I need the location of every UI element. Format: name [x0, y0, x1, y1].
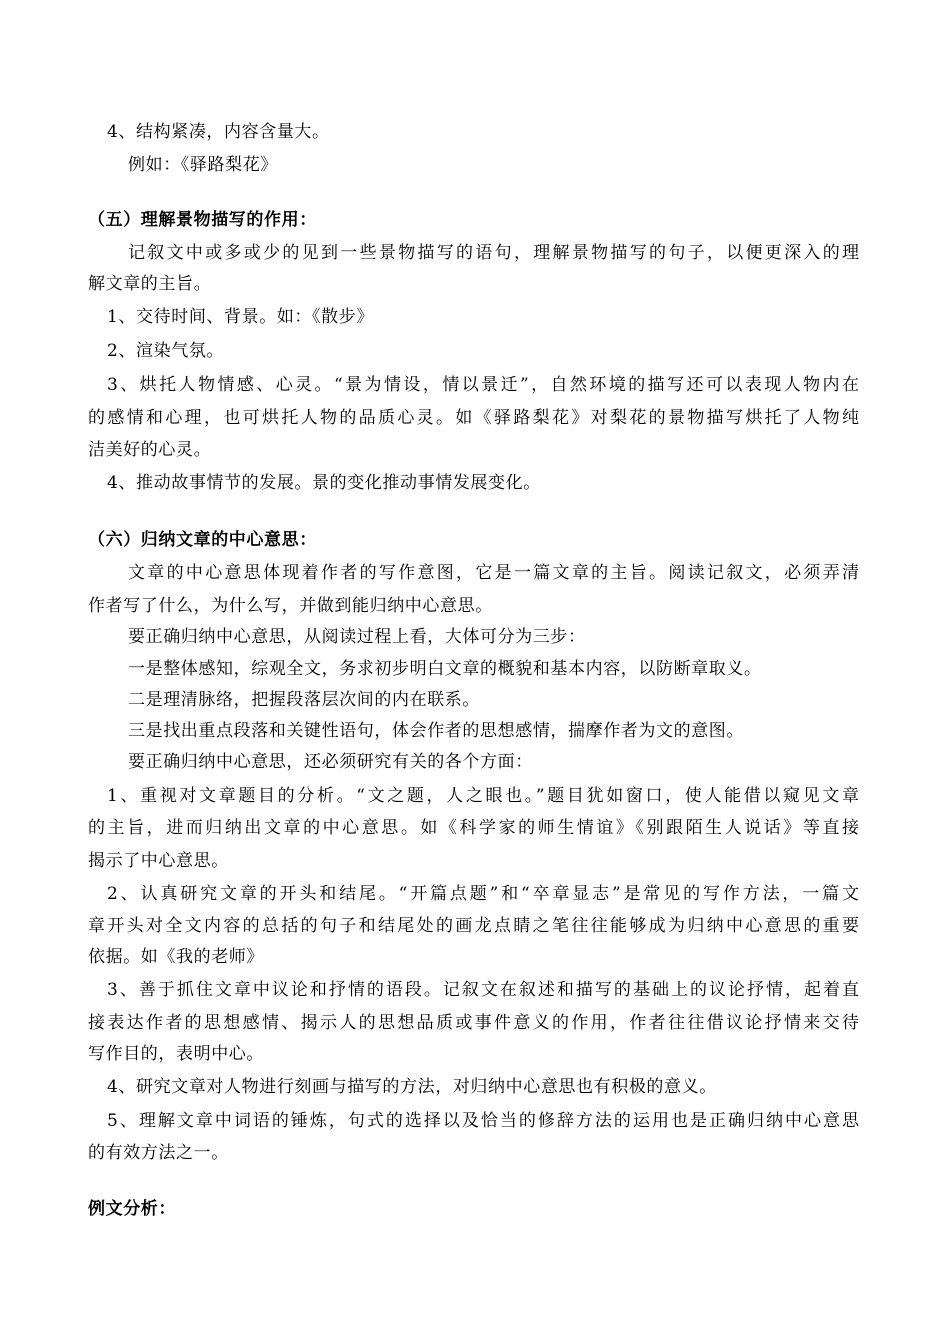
paragraph-line: 依据。如《我的老师》	[88, 947, 264, 967]
paragraph-line: 的主旨，进而归纳出文章的中心意思。如《科学家的师生情谊》《别跟陌生人说话》等直接	[88, 818, 859, 838]
list-item: 2、渲染气氛。	[107, 341, 225, 361]
paragraph-line: 要正确归纳中心意思，还必须研究有关的各个方面：	[128, 752, 533, 772]
paragraph-line: 作者写了什么，为什么写，并做到能归纳中心意思。	[88, 596, 493, 616]
list-item: 1、交待时间、背景。如：《散步》	[107, 307, 374, 327]
section-heading-6: （六）归纳文章的中心意思：	[88, 530, 317, 550]
paragraph-line: 三是找出重点段落和关键性语句，体会作者的思想感情，揣摩作者为文的意图。	[128, 721, 744, 741]
section-heading-5: （五）理解景物描写的作用：	[88, 210, 317, 230]
paragraph-line: 文章的中心意思体现着作者的写作意图，它是一篇文章的主旨。阅读记叙文，必须弄清	[128, 563, 859, 583]
list-item: 4、结构紧凑，内容含量大。	[107, 122, 330, 142]
paragraph-line: 接表达作者的思想感情、揭示人的思想品质或事件意义的作用，作者往往借议论抒情来交待	[88, 1013, 859, 1033]
paragraph-line: 揭示了中心意思。	[88, 851, 229, 871]
list-item: 3、烘托人物情感、心灵。“景为情设，情以景迁”，自然环境的描写还可以表现人物内在	[107, 375, 859, 395]
paragraph-line: 洁美好的心灵。	[88, 440, 212, 460]
list-item: 1、重视对文章题目的分析。“文之题，人之眼也。”题目犹如窗口，使人能借以窥见文章	[107, 786, 859, 806]
list-item: 4、推动故事情节的发展。景的变化推动事情发展变化。	[107, 473, 541, 493]
paragraph-line: 一是整体感知，综观全文，务求初步明白文章的概貌和基本内容，以防断章取义。	[128, 659, 762, 679]
paragraph-line: 要正确归纳中心意思，从阅读过程上看，大体可分为三步：	[128, 627, 586, 647]
paragraph-line: 记叙文中或多或少的见到一些景物描写的语句，理解景物描写的句子，以便更深入的理	[128, 243, 859, 263]
paragraph-line: 写作目的，表明中心。	[88, 1044, 264, 1064]
list-item: 4、研究文章对人物进行刻画与描写的方法，对归纳中心意思也有积极的意义。	[107, 1077, 717, 1097]
list-item: 3、善于抓住文章中议论和抒情的语段。记叙文在叙述和描写的基础上的议论抒情，起着直	[107, 980, 859, 1000]
paragraph-line: 的感情和心理，也可烘托人物的品质心灵。如《驿路梨花》对梨花的景物描写烘托了人物纯	[88, 408, 859, 428]
example-analysis-heading: 例文分析：	[88, 1199, 176, 1219]
paragraph-line: 的有效方法之一。	[88, 1143, 229, 1163]
list-item: 5、理解文章中词语的锤炼，句式的选择以及恰当的修辞方法的运用也是正确归纳中心意思	[107, 1111, 859, 1131]
paragraph-line: 解文章的主旨。	[88, 274, 212, 294]
paragraph-line: 二是理清脉络，把握段落层次间的内在联系。	[128, 690, 480, 710]
paragraph-line: 章开头对全文内容的总括的句子和结尾处的画龙点睛之笔往往能够成为归纳中心意思的重要	[88, 916, 859, 936]
example-line: 例如：《驿路梨花》	[128, 155, 278, 175]
list-item: 2、认真研究文章的开头和结尾。“开篇点题”和“卒章显志”是常见的写作方法，一篇文	[107, 884, 859, 904]
